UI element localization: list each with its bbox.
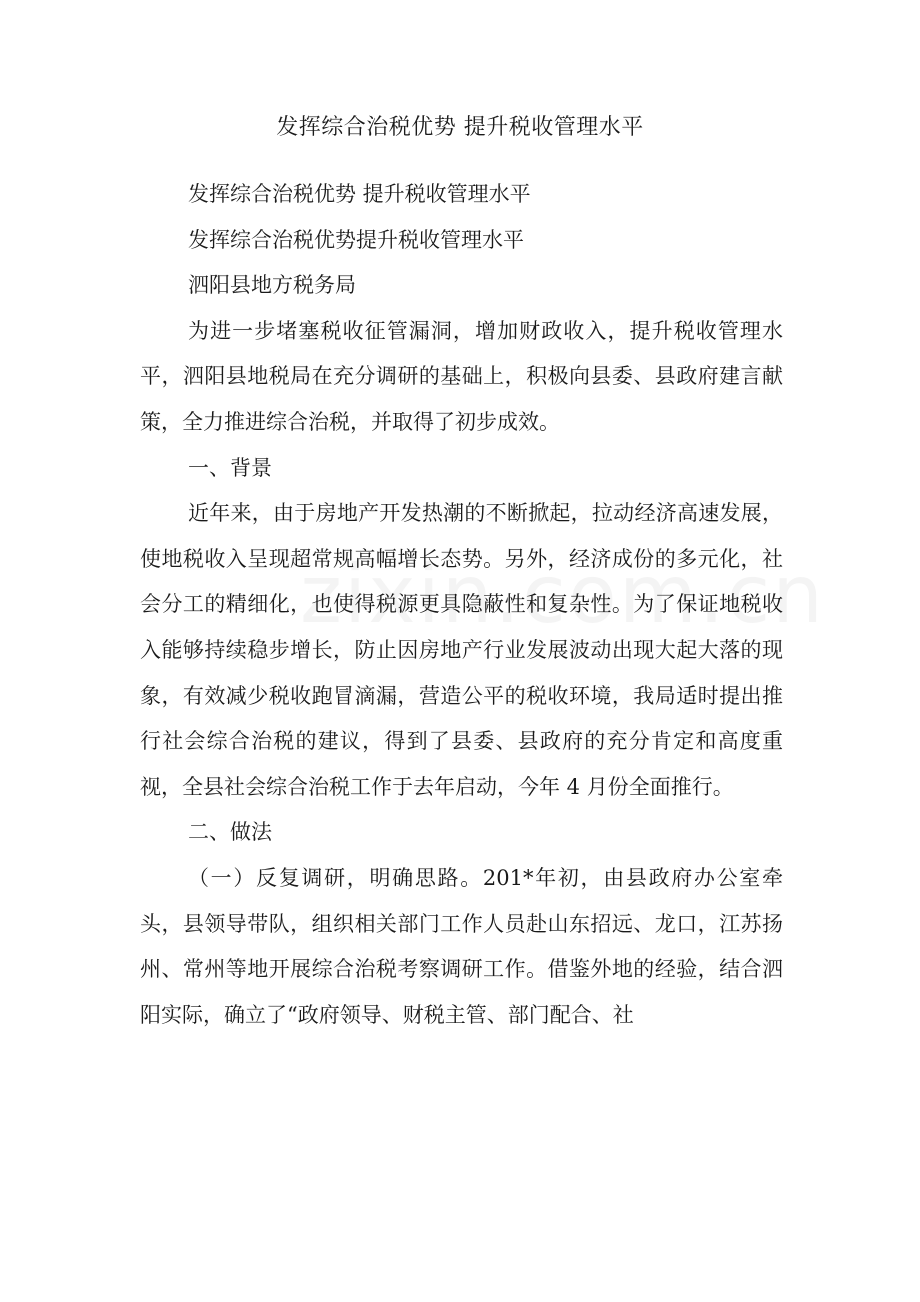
section-heading-methods: 二、做法 xyxy=(188,820,272,845)
document-body xyxy=(140,172,783,1038)
paragraph-subtitle-alt: 发挥综合治税优势提升税收管理水平 xyxy=(188,227,524,252)
paragraph-subtitle: 发挥综合治税优势 提升税收管理水平 xyxy=(188,182,531,206)
section-heading-background: 一、背景 xyxy=(188,455,272,480)
paragraph-author: 泗阳县地方税务局 xyxy=(188,273,356,298)
paragraph-background: 近年来，由于房地产开发热潮的不断掀起，拉动经济高速发展，使地税收入呈现超常规高幅增长态势。另外，经济成份的多元化，社会分工的精细化，也使得税源更具隐蔽性和复杂性。为了保证地税收入能够持续稳步增长，防止因房地产行业发展波动出现大起大落的现象，有效减少税收跑冒滴漏，营造公平的税收环境，我局适时提出推行社会综合治税的建议，得到了县委、县政府的充分肯定和高度重视，全县社会综合治税工作于去年启动，今年 4 月份全面推行。 xyxy=(140,501,783,799)
paragraph-intro: 为进一步堵塞税收征管漏洞，增加财政收入，提升税收管理水平，泗阳县地税局在充分调研的基础上，积极向县委、县政府建言献策，全力推进综合治税，并取得了初步成效。 xyxy=(140,318,783,434)
paragraph-methods-1: （一）反复调研，明确思路。201*年初，由县政府办公室牵头，县领导带队，组织相关部门工作人员赴山东招远、龙口，江苏扬州、常州等地开展综合治税考察调研工作。借鉴外地的经验，结合泗阳实际，确立了“政府领导、财税主管、部门配合、社 xyxy=(140,865,783,1027)
document-title: 发挥综合治税优势 提升税收管理水平 xyxy=(276,115,644,140)
